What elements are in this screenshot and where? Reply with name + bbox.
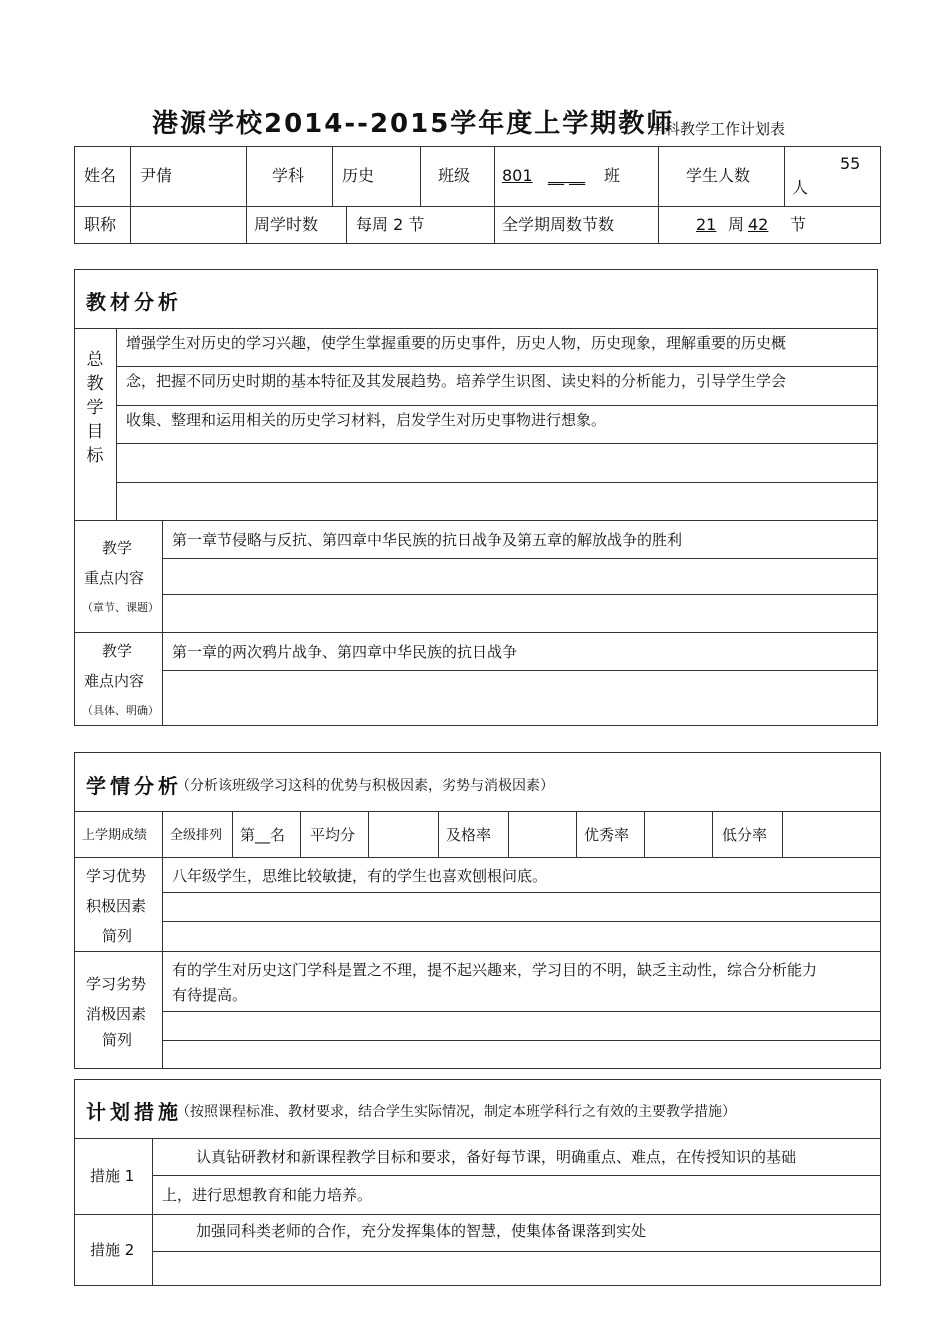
- weeks-value: 21: [696, 215, 717, 234]
- pass-label: 及格率: [446, 826, 492, 844]
- diff-label-1: 教学: [102, 642, 133, 660]
- sessions-unit: 节: [790, 215, 807, 234]
- dis-content-2: 有待提高。: [172, 986, 248, 1004]
- measure-2-label: 措施 2: [90, 1241, 135, 1259]
- class-label: 班级: [438, 166, 471, 185]
- adv-content: 八年级学生，思维比较敏捷，有的学生也喜欢刨根问底。: [172, 867, 548, 885]
- goal-line-1: 增强学生对历史的学习兴趣，使学生掌握重要的历史事件，历史人物，历史现象，理解重要的历史概: [126, 334, 787, 352]
- students-value: 55: [840, 154, 861, 173]
- class-suffix: 班: [604, 166, 621, 185]
- goal-line-3: 收集、整理和运用相关的历史学习材料，启发学生对历史事物进行想象。: [126, 411, 607, 429]
- page-subtitle: 学科教学工作计划表: [650, 120, 786, 138]
- measure-1-label: 措施 1: [90, 1167, 135, 1185]
- students-label: 学生人数: [686, 166, 751, 185]
- rank-label: 全级排列: [170, 828, 223, 843]
- key-content: 第一章节侵略与反抗、第四章中华民族的抗日战争及第五章的解放战争的胜利: [172, 531, 683, 549]
- last-term-label: 上学期成绩: [82, 828, 148, 843]
- diff-content: 第一章的两次鸦片战争、第四章中华民族的抗日战争: [172, 643, 518, 661]
- key-label-note: （章节、课题）: [82, 601, 159, 614]
- key-label-2: 重点内容: [84, 569, 145, 587]
- weekly-hours-label: 周学时数: [254, 215, 319, 234]
- sessions-value: 42: [748, 215, 769, 234]
- semester-label: 全学期周数节数: [502, 215, 615, 234]
- adv-label-1: 学习优势: [86, 867, 147, 885]
- dis-label-1: 学习劣势: [86, 975, 147, 993]
- adv-label-2: 积极因素: [86, 897, 147, 915]
- plan-measures-note: （按照课程标准、教材要求，结合学生实际情况，制定本班学科行之有效的主要教学措施）: [176, 1104, 736, 1120]
- learning-analysis-heading: 学情分析: [86, 774, 182, 798]
- students-unit: 人: [792, 178, 809, 197]
- weeks-unit: 周: [728, 215, 745, 234]
- dis-label-2: 消极因素: [86, 1005, 147, 1023]
- learning-analysis-table: [74, 752, 881, 1069]
- goal-line-2: 念，把握不同历史时期的基本特征及其发展趋势。培养学生识图、读史料的分析能力，引导学生学会: [126, 372, 787, 390]
- measure-2-line-1: 加强同科类老师的合作，充分发挥集体的智慧，使集体备课落到实处: [196, 1222, 647, 1240]
- excellent-label: 优秀率: [584, 826, 630, 844]
- material-analysis-heading: 教材分析: [86, 290, 182, 314]
- job-title-label: 职称: [84, 215, 117, 234]
- learning-analysis-note: （分析该班级学习这科的优势与积极因素，劣势与消极因素）: [176, 778, 554, 794]
- low-label: 低分率: [722, 826, 768, 844]
- class-value: 801: [502, 166, 533, 185]
- weekly-hours-value: 每周 2 节: [356, 215, 425, 234]
- dis-label-3: 简列: [102, 1031, 133, 1049]
- subject-value: 历史: [342, 166, 375, 185]
- name-label: 姓名: [84, 166, 117, 185]
- goal-label: 总教学目标: [86, 350, 104, 466]
- avg-label: 平均分: [310, 826, 356, 844]
- name-value: 尹倩: [140, 166, 173, 185]
- measure-1-line-2: 上，进行思想教育和能力培养。: [162, 1186, 373, 1204]
- diff-label-note: （具体、明确）: [82, 704, 159, 717]
- dis-content-1: 有的学生对历史这门学科是置之不理，提不起兴趣来，学习目的不明，缺乏主动性，综合分析能力: [172, 961, 818, 979]
- adv-label-3: 简列: [102, 927, 133, 945]
- diff-label-2: 难点内容: [84, 672, 145, 690]
- plan-measures-heading: 计划措施: [86, 1100, 182, 1124]
- rank-value: 第__名: [240, 826, 286, 844]
- page-title: 港源学校2014--2015学年度上学期教师: [152, 109, 675, 139]
- subject-label: 学科: [272, 166, 305, 185]
- class-blank: __ __: [548, 166, 586, 185]
- key-label-1: 教学: [102, 539, 133, 557]
- measure-1-line-1: 认真钻研教材和新课程教学目标和要求，备好每节课，明确重点、难点，在传授知识的基础: [196, 1148, 797, 1166]
